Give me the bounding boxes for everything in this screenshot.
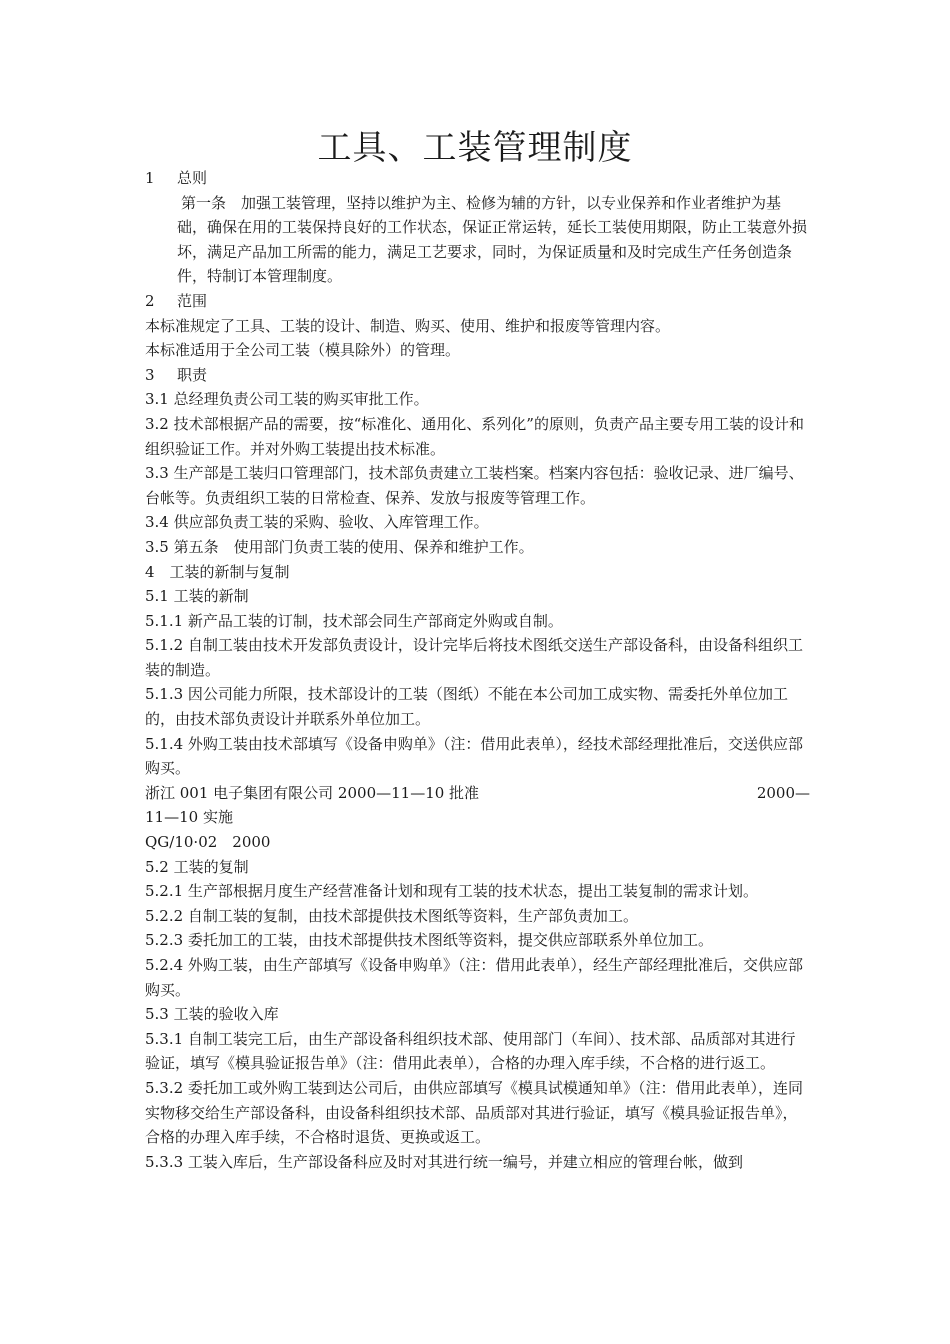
approval-company-date: 浙江 001 电子集团有限公司 2000—11—10 批准 (145, 783, 480, 802)
paragraph-3-5: 3.5 第五条 使用部门负责工装的使用、保养和维护工作。 (145, 537, 534, 556)
paragraph-5-3-3: 5.3.3 工装入库后，生产部设备科应及时对其进行统一编号，并建立相应的管理台帐，做到 (145, 1152, 743, 1171)
document-title: 工具、工装管理制度 (317, 127, 633, 168)
paragraph-5-3-2: 5.3.2 委托加工或外购工装到达公司后，由供应部填写《模具试模通知单》（注：借用此表单），连同实物移交给生产部设备科，由设备科组织技术部、品质部对其进行验证，填写《模具验证报告单》，合格的办理入库手续，不合格时退货、更换或返工。 (145, 1078, 803, 1147)
section-title: 范围 (177, 291, 208, 310)
paragraph-scope-2: 本标准适用于全公司工装（模具除外）的管理。 (145, 341, 461, 360)
paragraph-article-1: 第一条 加强工装管理，坚持以维护为主、检修为辅的方针，以专业保养和作业者维护为基础，确保在用的工装保持良好的工作状态，保证正常运转，延长工装使用期限，防止工装意外损坏，满足产品加工所需的能力，满足工艺要求，同时，为保证质量和及时完成生产任务创造条件，特制订本管理制度。 (177, 193, 808, 286)
paragraph-5-1-3: 5.1.3 因公司能力所限，技术部设计的工装（图纸）不能在本公司加工成实物、需委托外单位加工的，由技术部负责设计并联系外单位加工。 (145, 685, 788, 729)
paragraph-5-2-2: 5.2.2 自制工装的复制，由技术部提供技术图纸等资料，生产部负责加工。 (145, 906, 638, 925)
document-code: QG/10·02 2000 (145, 833, 271, 852)
paragraph-5-1-4: 5.1.4 外购工装由技术部填写《设备申购单》（注：借用此表单），经技术部经理批准后，交送供应部购买。 (145, 734, 803, 778)
paragraph-3-2: 3.2 技术部根据产品的需要，按“标准化、通用化、系列化”的原则，负责产品主要专用工装的设计和组织验证工作。并对外购工装提出技术标准。 (145, 414, 804, 458)
section-number: 2 (145, 291, 155, 310)
paragraph-5-3-1: 5.3.1 自制工装完工后，由生产部设备科组织技术部、使用部门（车间）、技术部、品质部对其进行验证，填写《模具验证报告单》（注：借用此表单），合格的办理入库手续，不合格的进行返工。 (145, 1029, 796, 1073)
paragraph-5-2-4: 5.2.4 外购工装，由生产部填写《设备申购单》（注：借用此表单），经生产部经理批准后，交供应部购买。 (145, 956, 803, 999)
approval-implement-date-start: 2000— (756, 783, 810, 802)
approval-line (145, 781, 810, 806)
paragraph-3-1: 3.1 总经理负责公司工装的购买审批工作。 (145, 390, 429, 409)
section-number: 1 (145, 169, 155, 187)
paragraph-5-2-1: 5.2.1 生产部根据月度生产经营准备计划和现有工装的技术状态，提出工装复制的需求计划。 (145, 882, 758, 901)
subheading-5-1: 5.1 工装的新制 (145, 587, 249, 606)
paragraph-scope-1: 本标准规定了工具、工装的设计、制造、购买、使用、维护和报废等管理内容。 (145, 316, 671, 335)
paragraph-5-2-3: 5.2.3 委托加工的工装，由技术部提供技术图纸等资料，提交供应部联系外单位加工。 (145, 931, 713, 950)
paragraph-5-1-1: 5.1.1 新产品工装的订制，技术部会同生产部商定外购或自制。 (145, 611, 563, 630)
section-number: 3 (145, 365, 155, 384)
paragraph-3-4: 3.4 供应部负责工装的采购、验收、入库管理工作。 (145, 513, 489, 532)
subheading-5-2: 5.2 工装的复制 (145, 857, 249, 876)
approval-implement-date-end: 11—10 实施 (145, 808, 233, 827)
document-body (145, 166, 810, 1174)
section-heading-scope (145, 289, 810, 314)
section-title: 职责 (177, 365, 208, 384)
paragraph-5-1-2: 5.1.2 自制工装由技术开发部负责设计，设计完毕后将技术图纸交送生产部设备科，由设备科组织工装的制造。 (145, 636, 803, 679)
section-title: 总则 (177, 169, 208, 187)
section-heading-duties (145, 363, 810, 388)
section-heading-general (145, 166, 810, 191)
section-heading-new-and-copy: 4 工装的新制与复制 (145, 562, 290, 581)
subheading-5-3: 5.3 工装的验收入库 (145, 1005, 279, 1024)
paragraph-3-3: 3.3 生产部是工装归口管理部门，技术部负责建立工装档案。档案内容包括：验收记录、进厂编号、台帐等。负责组织工装的日常检查、保养、发放与报废等管理工作。 (145, 464, 804, 507)
